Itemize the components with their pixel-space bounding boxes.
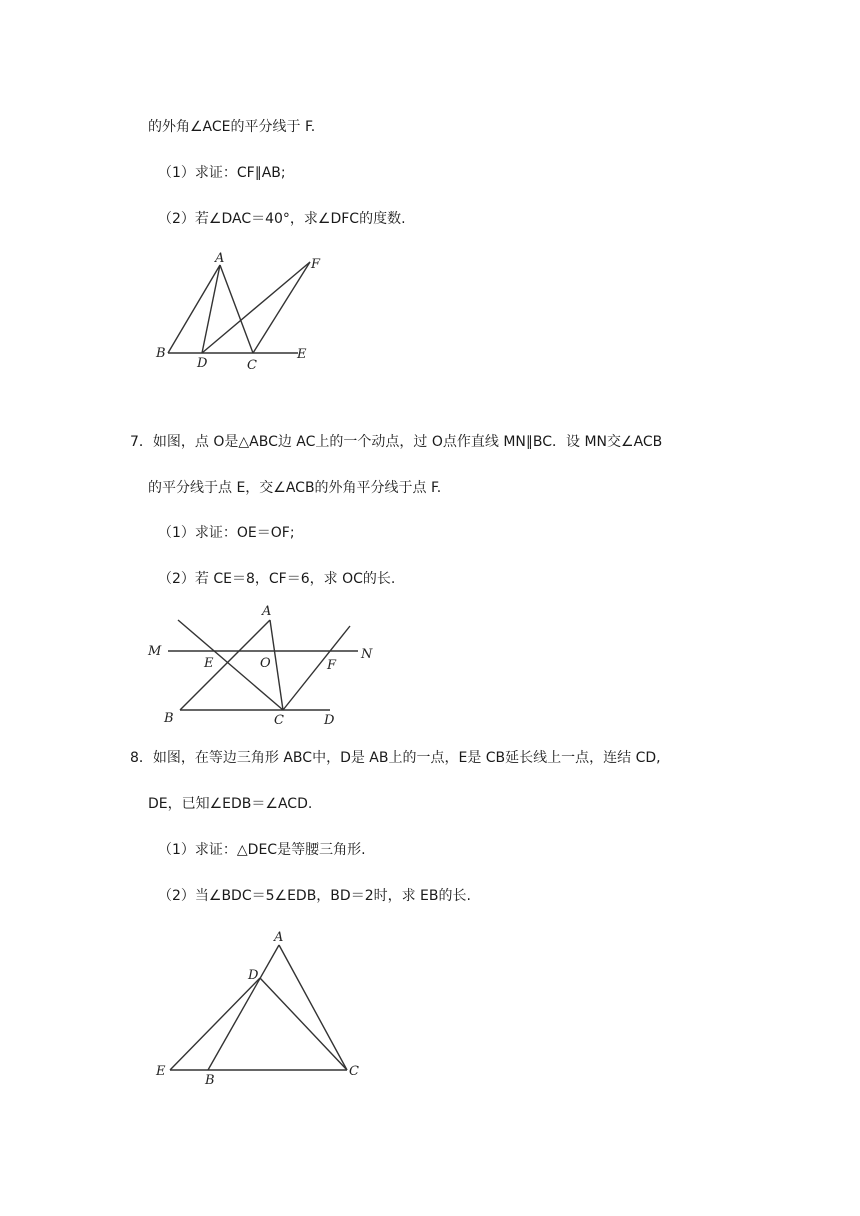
problem8-figure xyxy=(140,920,380,1095)
problem6-figure xyxy=(140,245,340,380)
segment-CF xyxy=(253,262,310,353)
label-C: C xyxy=(247,358,257,373)
label-E: E xyxy=(297,347,307,362)
problem8-question-2: （2）当∠BDC＝5∠EDB，BD＝2时，求 EB的长. xyxy=(158,888,471,904)
problem7-line-2: 的平分线于点 E，交∠ACB的外角平分线于点 F. xyxy=(148,480,442,496)
label-E: E xyxy=(156,1064,166,1079)
problem8-line-2: DE，已知∠EDB＝∠ACD. xyxy=(148,796,313,812)
label-B: B xyxy=(164,711,174,726)
segment-AC xyxy=(220,265,253,353)
label-F: F xyxy=(327,658,337,673)
label-M: M xyxy=(148,644,162,659)
label-E: E xyxy=(204,656,214,671)
segment-AC xyxy=(279,945,347,1070)
problem8-question-1: （1）求证：△DEC是等腰三角形. xyxy=(158,842,366,858)
problem7-line-1: 7．如图，点 O是△ABC边 AC上的一个动点，过 O点作直线 MN∥BC．设 MN交∠ACB xyxy=(130,434,663,450)
problem7-question-1: （1）求证：OE＝OF; xyxy=(158,525,295,541)
problem6-continuation: 的外角∠ACE的平分线于 F. xyxy=(148,119,316,135)
exterior-bisector-CF xyxy=(283,626,350,710)
problem8-line-1: 8．如图，在等边三角形 ABC中，D是 AB上的一点，E是 CB延长线上一点，连结 CD, xyxy=(130,750,661,766)
label-A: A xyxy=(215,251,225,266)
problem6-question-2: （2）若∠DAC＝40°，求∠DFC的度数. xyxy=(158,211,406,227)
label-C: C xyxy=(349,1064,359,1079)
label-C: C xyxy=(274,713,284,728)
segment-AB xyxy=(208,945,279,1070)
label-F: F xyxy=(311,257,321,272)
label-O: O xyxy=(260,656,271,671)
label-D: D xyxy=(248,968,259,983)
segment-AB xyxy=(168,265,220,353)
segment-AC xyxy=(270,620,283,710)
problem7-figure xyxy=(140,598,380,733)
label-D: D xyxy=(324,713,335,728)
segment-DE xyxy=(170,978,260,1070)
label-A: A xyxy=(274,930,284,945)
segment-DC xyxy=(260,978,347,1070)
label-B: B xyxy=(156,346,166,361)
label-N: N xyxy=(361,647,373,662)
problem6-question-1: （1）求证：CF∥AB; xyxy=(158,165,286,181)
problem7-question-2: （2）若 CE＝8，CF＝6，求 OC的长. xyxy=(158,571,396,587)
label-D: D xyxy=(197,356,208,371)
label-B: B xyxy=(205,1073,215,1088)
label-A: A xyxy=(262,604,272,619)
